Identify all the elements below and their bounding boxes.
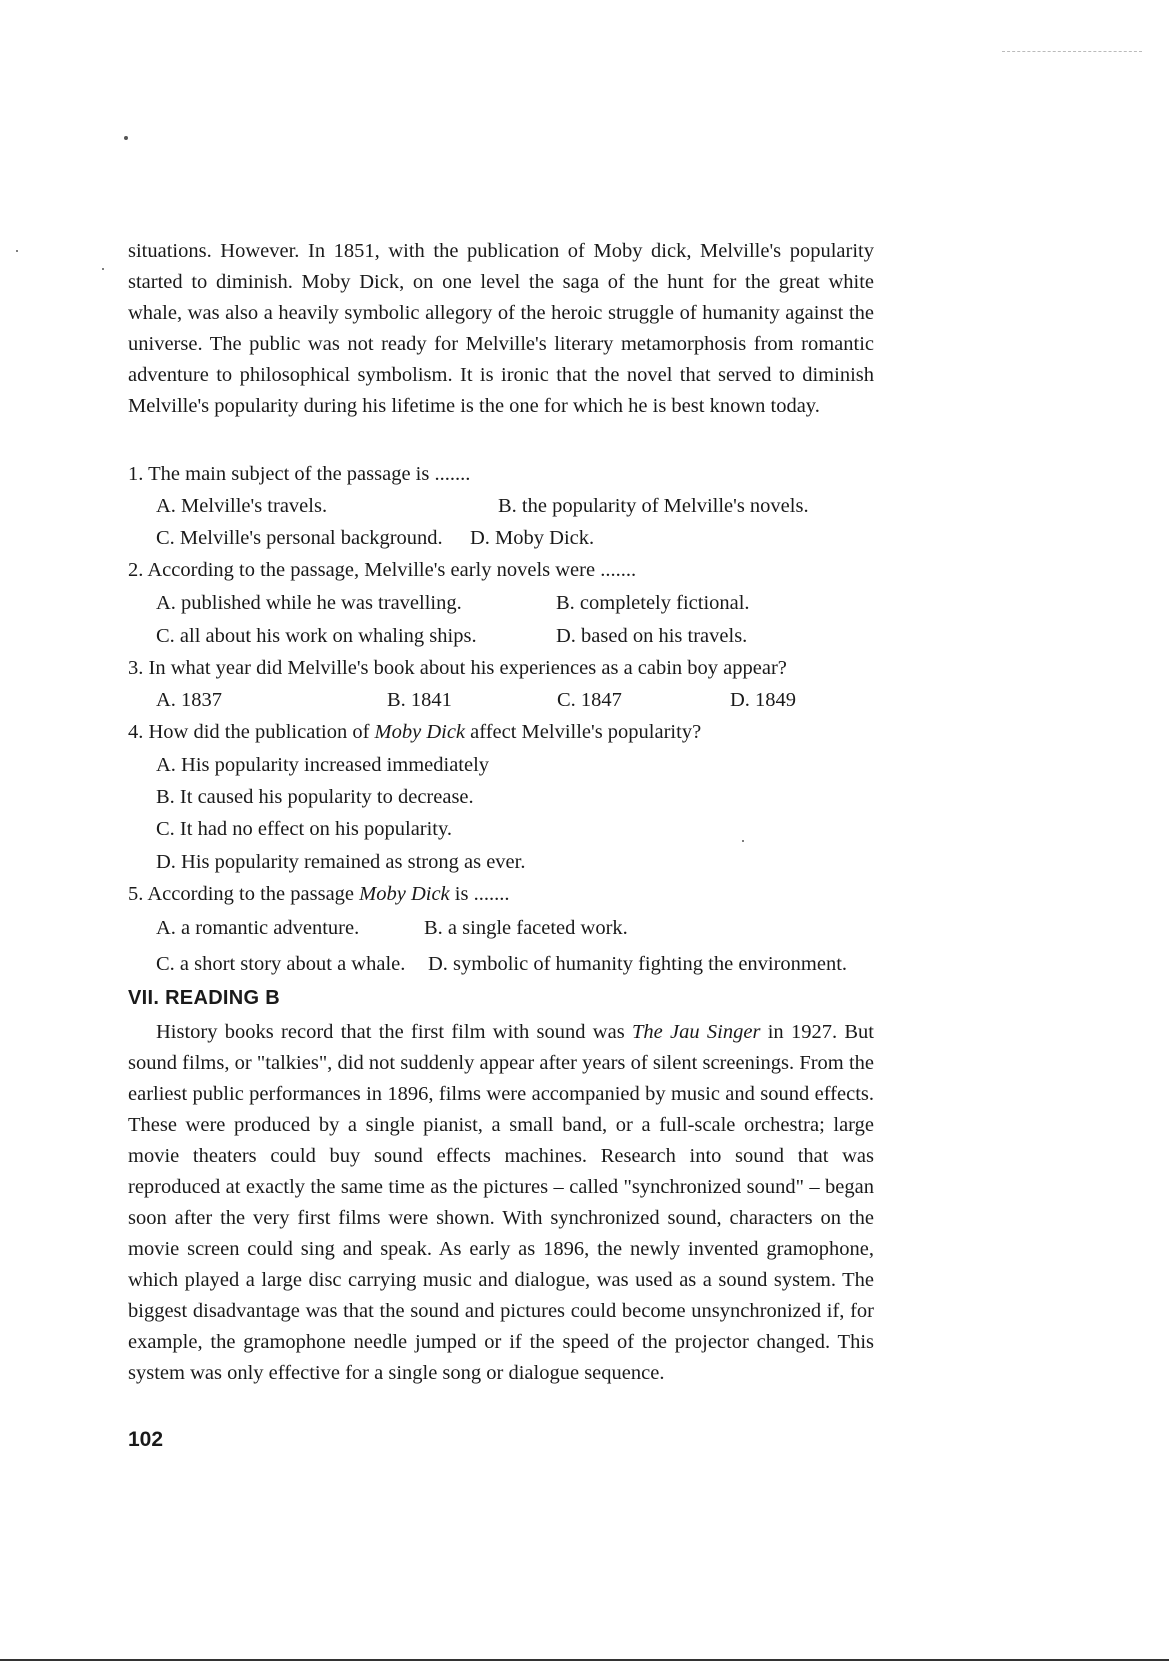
question-3-option-b: B. 1841 [387,689,452,711]
question-5-option-b: B. a single faceted work. [424,917,628,939]
question-2-option-d: D. based on his travels. [556,625,748,647]
question-4-stem-prefix: 4. How did the publication of [128,721,375,743]
question-4-option-a: A. His popularity increased immediately [156,754,490,776]
question-5-stem [128,879,509,910]
question-1-option-a: A. Melville's travels. [156,495,328,517]
reading-b-paragraph [128,1017,874,1389]
scan-speck [124,136,128,140]
scan-artifact-line [1002,51,1142,53]
question-2-option-a: A. published while he was travelling. [156,592,462,614]
question-3-option-d: D. 1849 [730,689,797,711]
question-4-stem-suffix: affect Melville's popularity? [465,721,702,743]
question-1-option-c: C. Melville's personal background. [156,527,443,549]
question-4-stem-title: Moby Dick [374,721,466,743]
reading-b-text-rest: in 1927. But sound films, or "talkies", did not suddenly appear after years of silent screenings. From the earliest public performances in 1896, films were accompanied by music and sound effects. These were produced by a single pianist, a small band, or a full-scale orchestra; large movie theaters could buy sound effects machines. Research into sound that was reproduced at exactly the same time as the pictures – called "synchronized sound" – began soon after the very first films were shown. With synchronized sound, characters on the movie screen could sing and speak. As early as 1896, the newly invented gramophone, which played a large disc carrying music and dialogue, was used as a sound system. The biggest disadvantage was that the sound and pictures could become unsynchronized if, for example, the gramophone needle jumped or if the speed of the projector changed. This system was only effective for a single song or dialogue sequence. [128,1021,874,1384]
question-4-stem [128,717,701,748]
page-number: 102 [128,1428,164,1451]
scan-speck [742,840,744,842]
question-3-option-c: C. 1847 [557,689,622,711]
section-heading: VII. READING B [128,987,280,1009]
reading-b-film-title: The Jau Singer [631,1021,761,1043]
passage-continuation: situations. However. In 1851, with the publication of Moby dick, Melville's popularity started to diminish. Moby Dick, on one level the saga of the hunt for the great white whale, was also a heavily symbolic allegory of the heroic struggle of humanity against the universe. The public was not ready for Melville's literary metamorphosis from romantic adventure to philosophical symbolism. It is ironic that the novel that served to diminish Melville's popularity during his lifetime is the one for which he is best known today. [128,240,874,417]
question-2-option-c: C. all about his work on whaling ships. [156,625,477,647]
question-5-option-d: D. symbolic of humanity fighting the environment. [428,953,848,975]
scan-speck [102,268,104,270]
question-5-stem-title: Moby Dick [359,883,450,905]
question-4-option-c: C. It had no effect on his popularity. [156,818,453,840]
question-4-option-b: B. It caused his popularity to decrease. [156,786,474,808]
question-3-option-a: A. 1837 [156,689,223,711]
question-1-stem: 1. The main subject of the passage is ....... [128,463,471,485]
question-1-option-b: B. the popularity of Melville's novels. [498,495,809,517]
scan-speck [16,250,18,252]
question-5-stem-prefix: 5. According to the passage [128,883,360,905]
question-4-option-d: D. His popularity remained as strong as ever. [156,851,526,873]
question-2-stem: 2. According to the passage, Melville's early novels were ....... [128,559,637,581]
question-5-option-c: C. a short story about a whale. [156,953,406,975]
question-5-option-a: A. a romantic adventure. [156,917,360,939]
question-1-option-d: D. Moby Dick. [470,527,595,549]
question-5-stem-suffix: is ....... [449,883,510,905]
reading-b-text-start: History books record that the first film with sound was [156,1021,632,1043]
question-2-option-b: B. completely fictional. [556,592,750,614]
question-3-stem: 3. In what year did Melville's book about his experiences as a cabin boy appear? [128,657,787,679]
